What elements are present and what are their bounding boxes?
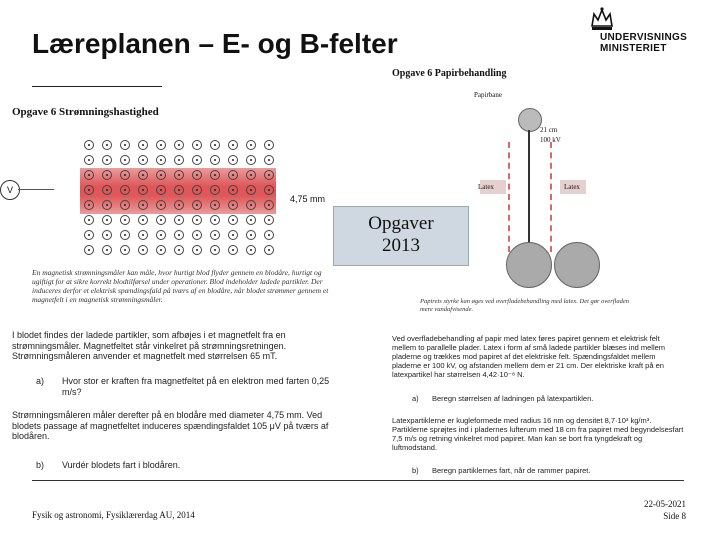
field-dot-icon — [192, 245, 202, 255]
field-dot-icon — [210, 200, 220, 210]
field-dot-icon — [192, 140, 202, 150]
flow-meter-figure — [6, 130, 328, 262]
field-dot-icon — [246, 155, 256, 165]
field-dot-icon — [102, 170, 112, 180]
field-dot-icon — [264, 200, 274, 210]
slide-title: Læreplanen – E- og B-felter — [32, 28, 398, 59]
overlay-label-line-2: 2013 — [382, 235, 420, 256]
overlay-label-line-1: Opgaver — [368, 213, 434, 234]
field-dot-icon — [264, 140, 274, 150]
field-dot-icon — [84, 185, 94, 195]
field-dot-icon — [156, 215, 166, 225]
field-dot-icon — [120, 185, 130, 195]
field-dot-icon — [264, 185, 274, 195]
field-dot-icon — [264, 155, 274, 165]
field-dot-icon — [228, 185, 238, 195]
bottom-roller-left — [506, 242, 552, 288]
vessel-diameter-label: 4,75 mm — [290, 194, 326, 204]
field-dot-icon — [246, 140, 256, 150]
field-dot-icon — [120, 245, 130, 255]
right-question-a-label: a) — [412, 394, 419, 403]
field-dot-icon — [120, 170, 130, 180]
field-dot-icon — [174, 155, 184, 165]
voltmeter-wire — [18, 189, 54, 190]
left-question-b: Vurdér blodets fart i blodåren. — [62, 460, 181, 470]
footer-right — [644, 498, 686, 522]
field-dot-icon — [120, 230, 130, 240]
latex-right-label: Latex — [564, 183, 580, 191]
footer-rule — [32, 480, 684, 481]
field-dot-icon — [210, 245, 220, 255]
footer-page: Side 8 — [663, 511, 686, 521]
field-dot-icon — [84, 230, 94, 240]
field-dot-icon — [174, 200, 184, 210]
field-dot-icon — [84, 200, 94, 210]
field-dot-icon — [138, 170, 148, 180]
field-dot-icon — [228, 140, 238, 150]
field-dot-icon — [102, 215, 112, 225]
field-dot-icon — [156, 230, 166, 240]
right-task-heading: Opgave 6 Papirbehandling — [392, 68, 507, 79]
right-figure-caption: Papirets styrke kan øges ved overfladebehandling med latex. Det gør overfladen mere vandafvisende. — [420, 298, 629, 313]
field-dot-icon — [174, 185, 184, 195]
right-question-b: Beregn partiklernes fart, når de rammer papiret. — [432, 466, 591, 475]
field-dot-icon — [210, 140, 220, 150]
right-mid: Latexpartiklerne er kugleformede med radius 16 nm og densitet 8,7·10³ kg/m³. Partiklerne sprøjtes ind i pladernes lufterum med 18 cm fra papiret med begyndelsesfart 7,5 m/s og retning vinkelret mod papiret. Man kan se bort fra tyngdekraft og luftmodstand. — [392, 416, 684, 452]
field-dot-icon — [210, 155, 220, 165]
left-figure-caption: En magnetisk strømningsmåler kan måle, hvor hurtigt blod flyder gennem en blodåre, hurtigt og ugiftigt for at sikre korrekt blodtilførsel under operationer. Blod indeholder ladede partikler. Der induceres derfor et elektrisk spændingsfald på tværs af en blodåre, når blodet strømmer gennem et magnetfelt i en magnetisk strømningsmåler. — [32, 268, 329, 304]
field-dot-icon — [228, 170, 238, 180]
field-dot-icon — [102, 230, 112, 240]
crown-icon — [588, 6, 616, 32]
ministry-logo — [588, 6, 698, 56]
logo-line-2: MINISTERIET — [600, 43, 667, 54]
field-dot-icon — [156, 140, 166, 150]
field-dot-icon — [138, 230, 148, 240]
field-dot-icon — [174, 230, 184, 240]
field-dot-icon — [102, 155, 112, 165]
field-dot-icon — [84, 170, 94, 180]
field-dot-icon — [192, 170, 202, 180]
field-dot-icon — [264, 215, 274, 225]
field-dot-icon — [156, 245, 166, 255]
field-dot-icon — [102, 200, 112, 210]
footer-left: Fysik og astronomi, Fysiklærerdag AU, 2014 — [32, 510, 195, 520]
field-dot-icon — [138, 200, 148, 210]
field-dot-icon — [156, 155, 166, 165]
field-dot-icon — [102, 185, 112, 195]
paper-treatment-figure — [470, 82, 630, 294]
left-question-a-label: a) — [36, 376, 45, 386]
logo-text — [600, 32, 687, 54]
field-dot-icon — [138, 215, 148, 225]
field-dot-icon — [84, 215, 94, 225]
field-dot-icon — [210, 170, 220, 180]
field-dot-icon — [228, 155, 238, 165]
field-dot-icon — [174, 245, 184, 255]
field-dot-icon — [228, 230, 238, 240]
latex-left-label: Latex — [478, 183, 494, 191]
left-mid: Strømningsmåleren måler derefter på en blodåre med diameter 4,75 mm. Ved blodets passage af magnetfeltet induceres spændingsfaldet 105 μV på tværs af blodåren. — [12, 410, 329, 441]
field-dot-icon — [210, 230, 220, 240]
field-dot-icon — [264, 170, 274, 180]
field-dot-icon — [246, 200, 256, 210]
field-dot-icon — [246, 230, 256, 240]
logo-line-1: UNDERVISNINGS — [600, 32, 688, 43]
field-dot-icon — [156, 185, 166, 195]
field-dot-icon — [174, 170, 184, 180]
right-body: Ved overfladebehandling af papir med latex føres papiret gennem et elektrisk felt mellem to parallelle plader. Latex i form af små ladede partikler blæses ind mellem pladerne og trækkes mod papiret af det elektriske felt. Spændingsfaldet mellem pladerne er 100 kV, og afstanden mellem dem er 21 cm. Der elektriske kraft på en latexpartikel har størrelsen 4,42·10⁻⁸ N. — [392, 334, 666, 379]
field-dot-icon — [264, 230, 274, 240]
field-dot-icon — [102, 140, 112, 150]
field-dot-icon — [246, 215, 256, 225]
field-dot-icon — [228, 215, 238, 225]
field-dot-icon — [138, 155, 148, 165]
field-dot-icon — [228, 245, 238, 255]
field-dot-icon — [120, 140, 130, 150]
field-dot-icon — [174, 215, 184, 225]
field-dot-icon — [156, 200, 166, 210]
title-underline — [32, 86, 162, 87]
right-question-a: Beregn størrelsen af ladningen på latexpartiklen. — [432, 394, 594, 403]
field-dot-icon — [228, 200, 238, 210]
plate-left — [508, 142, 510, 252]
field-dot-icon — [210, 215, 220, 225]
field-dot-icon — [102, 245, 112, 255]
bottom-roller-right — [554, 242, 600, 288]
left-intro: I blodet findes der ladede partikler, som afbøjes i et magnetfelt fra en strømningsmåler. Magnetfeltet står vinkelret på strømningsretningen. Strømningsmåleren anvender et magnetfelt med størrelsen 65 mT. — [12, 330, 287, 361]
plate-right — [550, 142, 552, 252]
field-dot-icon — [192, 155, 202, 165]
field-dot-icon — [138, 185, 148, 195]
field-dot-icon — [84, 155, 94, 165]
field-dot-icon — [192, 215, 202, 225]
field-dot-icon — [138, 245, 148, 255]
field-dot-icon — [174, 140, 184, 150]
field-dot-icon — [156, 170, 166, 180]
right-question-b-label: b) — [412, 466, 419, 475]
plate-voltage-label: 100 kV — [540, 136, 561, 144]
footer-date: 22-05-2021 — [644, 499, 686, 509]
paper-web — [528, 130, 530, 260]
top-roller — [518, 108, 542, 132]
field-dot-icon — [264, 245, 274, 255]
field-dot-icon — [246, 170, 256, 180]
field-dot-icon — [120, 215, 130, 225]
field-dot-icon — [192, 185, 202, 195]
field-dot-icon — [120, 200, 130, 210]
left-question-b-label: b) — [36, 460, 45, 470]
left-question-a: Hvor stor er kraften fra magnetfeltet på en elektron med farten 0,25 m/s? — [62, 376, 330, 397]
field-dot-icon — [192, 200, 202, 210]
field-dot-icon — [246, 185, 256, 195]
left-task-heading: Opgave 6 Strømningshastighed — [12, 106, 159, 118]
field-dot-icon — [84, 245, 94, 255]
field-dot-icon — [120, 155, 130, 165]
field-dot-icon — [138, 140, 148, 150]
plate-distance-label: 21 cm — [540, 126, 558, 134]
voltmeter-icon: V — [0, 180, 20, 200]
field-dot-icon — [210, 185, 220, 195]
field-dot-icon — [246, 245, 256, 255]
overlay-label-box — [333, 206, 469, 266]
paper-web-label: Papirbane — [474, 91, 502, 99]
field-dot-icon — [84, 140, 94, 150]
field-dot-icon — [192, 230, 202, 240]
